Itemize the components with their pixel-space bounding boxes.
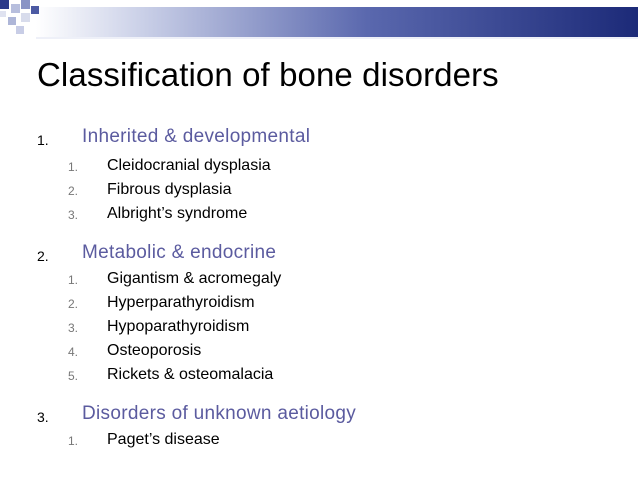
header-rule — [36, 37, 638, 39]
item-number: 3. — [68, 208, 79, 222]
list-item: Rickets & osteomalacia — [107, 366, 274, 383]
item-number: 1. — [68, 160, 79, 174]
list-item: Fibrous dysplasia — [107, 181, 232, 198]
list-item: Cleidocranial dysplasia — [107, 157, 271, 174]
item-number: 2. — [68, 297, 79, 311]
list-item: Albright’s syndrome — [107, 205, 248, 222]
decor-square — [0, 0, 9, 9]
list-item: Gigantism & acromegaly — [107, 270, 282, 287]
decor-square — [16, 26, 24, 34]
slide-title: Classification of bone disorders — [37, 56, 499, 93]
decor-square — [21, 13, 30, 22]
section-heading: Metabolic & endocrine — [82, 242, 277, 263]
item-number: 4. — [68, 345, 79, 359]
list-item: Hyperparathyroidism — [107, 294, 255, 311]
decor-square — [31, 6, 39, 14]
item-number: 5. — [68, 369, 79, 383]
item-number: 1. — [68, 434, 79, 448]
section-number: 2. — [37, 248, 49, 264]
decor-square — [21, 0, 30, 9]
decor-square — [11, 4, 20, 13]
item-number: 2. — [68, 184, 79, 198]
section-heading: Inherited & developmental — [82, 126, 311, 147]
section-number: 1. — [37, 132, 49, 148]
item-number: 1. — [68, 273, 79, 287]
list-item: Osteoporosis — [107, 342, 202, 359]
decor-square — [8, 17, 16, 25]
list-item: Paget’s disease — [107, 431, 220, 448]
item-number: 3. — [68, 321, 79, 335]
decor-square — [0, 11, 6, 17]
section-number: 3. — [37, 409, 49, 425]
list-item: Hypoparathyroidism — [107, 318, 250, 335]
header-gradient-bar — [36, 7, 638, 37]
section-heading: Disorders of unknown aetiology — [82, 403, 357, 424]
